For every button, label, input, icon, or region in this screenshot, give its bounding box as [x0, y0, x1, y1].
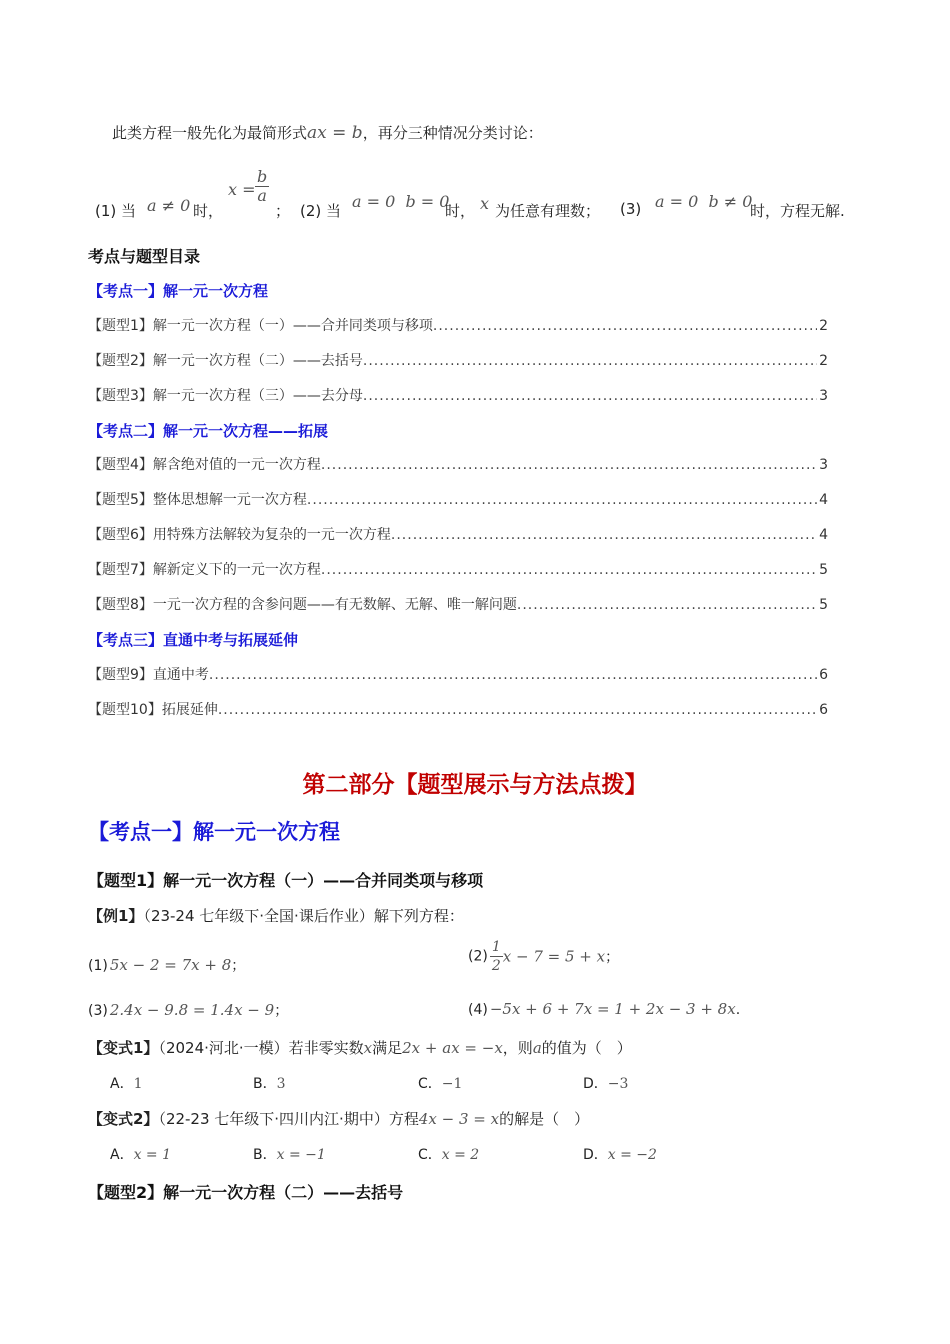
variant-2-option-c[interactable] — [418, 1144, 479, 1164]
toc-page-number: 4 — [819, 527, 828, 543]
toc-leader-dots — [517, 597, 817, 613]
option-letter: D． — [583, 1147, 608, 1163]
case1-end: ； — [275, 202, 291, 220]
variant-1-text-mid2: ，则 — [502, 1039, 533, 1057]
variant-2 — [88, 1108, 589, 1129]
toc-item-5[interactable] — [88, 489, 828, 509]
equation-4 — [468, 1000, 740, 1018]
equation-4-end: . — [735, 1002, 741, 1018]
toc-item-label: 【题型4】解含绝对值的一元一次方程 — [88, 457, 321, 473]
equation-4-label: (4) — [468, 1002, 488, 1018]
variant-2-option-d[interactable] — [583, 1144, 657, 1164]
toc-item-label: 【题型9】直通中考 — [88, 667, 209, 683]
case1-fraction — [255, 168, 269, 205]
equation-2 — [468, 938, 619, 975]
toc-item-label: 【题型8】一元一次方程的含参问题——有无数解、无解、唯一解问题 — [88, 597, 517, 613]
toc-item-6[interactable] — [88, 524, 828, 544]
option-letter: C． — [418, 1147, 442, 1163]
variant-1-equation: 2x + ax = −x — [402, 1039, 503, 1057]
section-1-heading: 【考点一】解一元一次方程 — [88, 820, 340, 844]
equation-4-math: −5x + 6 + 7x = 1 + 2x − 3 + 8x — [489, 1000, 736, 1018]
toc-leader-dots — [391, 527, 817, 543]
variant-2-equation: 4x − 3 = x — [418, 1110, 500, 1128]
option-letter: D． — [583, 1076, 608, 1092]
toc-page-number: 2 — [819, 318, 828, 334]
example-1-text: （23-24 七年级下·全国·课后作业）解下列方程： — [143, 907, 464, 925]
toc-item-label: 【题型10】拓展延伸 — [88, 702, 218, 718]
variant-1-option-d[interactable] — [583, 1073, 628, 1093]
toc-item-1[interactable] — [88, 315, 828, 335]
type-1-heading: 【题型1】解一元一次方程（一）——合并同类项与移项 — [88, 871, 484, 890]
case1-numerator: b — [257, 167, 268, 186]
option-letter: B． — [253, 1147, 277, 1163]
toc-page-number: 5 — [819, 597, 828, 613]
variant-1-tag: 【变式1】 — [88, 1039, 159, 1057]
equation-1-label: (1) — [88, 958, 108, 974]
option-value: x = 1 — [133, 1147, 172, 1163]
case3-text: 时，方程无解. — [750, 202, 845, 220]
case1-denominator: a — [257, 186, 267, 205]
toc-section-3[interactable]: 【考点三】直通中考与拓展延伸 — [88, 631, 299, 649]
toc-leader-dots — [321, 562, 817, 578]
equation-2-numerator: 1 — [491, 939, 501, 955]
toc-leader-dots — [433, 318, 817, 334]
toc-leader-dots — [363, 353, 817, 369]
case3-label: (3) — [620, 200, 642, 218]
variant-1-text-end: 的值为（ ） — [541, 1039, 632, 1057]
toc-leader-dots — [307, 492, 817, 508]
example-1-tag: 【例1】 — [88, 907, 144, 925]
equation-2-math: x − 7 = 5 + x — [502, 947, 606, 966]
case2-when: 时， — [445, 202, 476, 220]
variant-1 — [88, 1037, 632, 1058]
variant-1-a: a — [532, 1039, 542, 1057]
case1-condition: a ≠ 0 — [147, 196, 191, 215]
option-letter: A． — [110, 1076, 134, 1092]
toc-item-3[interactable] — [88, 385, 828, 405]
toc-item-label: 【题型6】用特殊方法解较为复杂的一元一次方程 — [88, 527, 391, 543]
variant-2-text-end: 的解是（ ） — [499, 1110, 590, 1128]
option-value: x = −2 — [607, 1147, 657, 1163]
toc-page-number: 4 — [819, 492, 828, 508]
option-value: 3 — [276, 1076, 286, 1092]
toc-page-number: 3 — [819, 457, 828, 473]
toc-item-label: 【题型7】解新定义下的一元一次方程 — [88, 562, 321, 578]
part2-title: 第二部分【题型展示与方法点拨】 — [302, 772, 648, 798]
case1-x: x = — [228, 180, 256, 199]
case2-text: 为任意有理数； — [495, 202, 601, 220]
equation-2-end: ； — [605, 949, 620, 966]
toc-page-number: 5 — [819, 562, 828, 578]
toc-item-8[interactable] — [88, 594, 828, 614]
toc-item-7[interactable] — [88, 559, 828, 579]
intro-line1 — [112, 122, 543, 143]
toc-page-number: 6 — [819, 667, 828, 683]
toc-title: 考点与题型目录 — [88, 247, 201, 266]
equation-3-end: ； — [274, 1003, 289, 1019]
intro-text-end: ，再分三种情况分类讨论： — [362, 124, 543, 142]
equation-1-end: ； — [231, 958, 246, 974]
case2-x: x — [480, 194, 490, 213]
option-letter: A． — [110, 1147, 134, 1163]
equation-2-fraction — [490, 938, 503, 975]
equation-1-math: 5x − 2 = 7x + 8 — [109, 956, 232, 974]
toc-item-2[interactable] — [88, 350, 828, 370]
toc-page-number: 3 — [819, 388, 828, 404]
toc-item-9[interactable] — [88, 664, 828, 684]
variant-2-text: （22-23 七年级下·四川内江·期中）方程 — [158, 1110, 419, 1128]
toc-page-number: 6 — [819, 702, 828, 718]
case2-condition: a = 0 b = 0 — [352, 192, 450, 211]
equation-3 — [88, 1000, 288, 1020]
option-value: 1 — [133, 1076, 143, 1092]
equation-3-math: 2.4x − 9.8 = 1.4x − 9 — [109, 1001, 275, 1019]
toc-page-number: 2 — [819, 353, 828, 369]
equation-2-denominator: 2 — [491, 958, 501, 974]
simplest-form-math: ax = b — [307, 123, 363, 143]
toc-item-label: 【题型1】解一元一次方程（一）——合并同类项与移项 — [88, 318, 433, 334]
case3-condition: a = 0 b ≠ 0 — [655, 192, 753, 211]
variant-1-text-mid: 满足 — [372, 1039, 403, 1057]
toc-item-label: 【题型3】解一元一次方程（三）——去分母 — [88, 388, 363, 404]
equation-2-label: (2) — [468, 948, 488, 965]
case2-label: (2) 当 — [300, 202, 342, 220]
intro-text: 此类方程一般先化为最简形式 — [112, 124, 308, 142]
toc-leader-dots — [218, 702, 817, 718]
option-value: −3 — [607, 1076, 629, 1092]
equation-1 — [88, 955, 245, 975]
case1-label: (1) 当 — [95, 202, 137, 220]
toc-section-2[interactable]: 【考点二】解一元一次方程——拓展 — [88, 422, 329, 440]
toc-item-label: 【题型2】解一元一次方程（二）——去括号 — [88, 353, 363, 369]
option-letter: C． — [418, 1076, 442, 1092]
variant-2-option-a[interactable] — [110, 1144, 171, 1164]
example-1 — [88, 905, 464, 926]
variant-1-option-a[interactable] — [110, 1073, 143, 1093]
toc-section-1[interactable]: 【考点一】解一元一次方程 — [88, 282, 269, 300]
toc-item-4[interactable] — [88, 454, 828, 474]
option-value: x = 2 — [441, 1147, 480, 1163]
toc-leader-dots — [363, 388, 817, 404]
toc-leader-dots — [209, 667, 817, 683]
type-2-heading: 【题型2】解一元一次方程（二）——去括号 — [88, 1183, 404, 1202]
variant-1-x: x — [363, 1039, 373, 1057]
variant-1-option-c[interactable] — [418, 1073, 462, 1093]
option-letter: B． — [253, 1076, 277, 1092]
variant-2-tag: 【变式2】 — [88, 1110, 159, 1128]
variant-1-option-b[interactable] — [253, 1073, 286, 1093]
case1-when: 时， — [193, 202, 224, 220]
variant-1-text: （2024·河北·一模）若非零实数 — [158, 1039, 364, 1057]
toc-item-10[interactable] — [88, 699, 828, 719]
option-value: x = −1 — [276, 1147, 326, 1163]
toc-item-label: 【题型5】整体思想解一元一次方程 — [88, 492, 307, 508]
toc-leader-dots — [321, 457, 817, 473]
equation-3-label: (3) — [88, 1003, 108, 1019]
variant-2-option-b[interactable] — [253, 1144, 326, 1164]
option-value: −1 — [441, 1076, 463, 1092]
